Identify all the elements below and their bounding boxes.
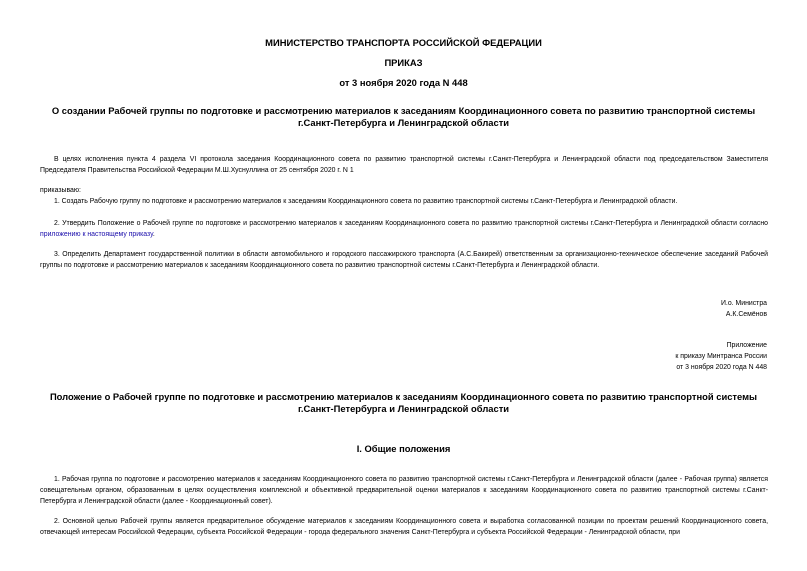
appendix-date: от 3 ноября 2020 года N 448 xyxy=(676,364,767,371)
appendix-label: Приложение xyxy=(726,342,767,349)
regulation-paragraph-2: 2. Основной целью Рабочей группы является предварительное обсуждение материалов к заседаниям Координационного совета и выработка согласованной позиции по проектам решений Координационного совета, отвечающей интересам Российской Федерации, субъекта Российской Федерации - города федерального значения Санкт-Петербурга и субъекта Российской Федерации - Ленинградской области, при xyxy=(40,518,768,536)
document-title: О создании Рабочей группы по подготовке и рассмотрению материалов к заседаниям Координационного совета по развитию транспортной системы г.Санкт-Петербурга и Ленинградской области xyxy=(51,105,756,128)
order-item-2-text: 2. Утвердить Положение о Рабочей группе по подготовке и рассмотрению материалов к заседаниям Координационного совета по развитию транспортной системы г.Санкт-Петербурга и Ленинградской области согласно xyxy=(54,220,768,227)
order-item-2-end: . xyxy=(152,231,155,238)
signature-block xyxy=(721,298,767,320)
ministry-heading: МИНИСТЕРСТВО ТРАНСПОРТА РОССИЙСКОЙ ФЕДЕРАЦИИ xyxy=(265,37,542,48)
order-item-1: 1. Создать Рабочую группу по подготовке и рассмотрению материалов к заседаниям Координационного совета по развитию транспортной системы г.Санкт-Петербурга и Ленинградской области. xyxy=(54,198,678,205)
regulation-paragraph-1: 1. Рабочая группа по подготовке и рассмотрению материалов к заседаниям Координационного совета по развитию транспортной системы г.Санкт-Петербурга и Ленинградской области (далее - Рабочая группа) является совещательным органом, образованным в целях осуществления комплексной и объективной предварительной оценки материалов к заседаниям Координационного совета по развитию транспортной системы г.Санкт-Петербурга и Ленинградской области (далее - Координационный совет). xyxy=(40,476,768,505)
section-1-title: I. Общие положения xyxy=(356,443,451,454)
appendix-link[interactable]: приложению к настоящему приказу xyxy=(40,231,153,238)
appendix-block xyxy=(675,340,767,373)
doc-date-heading: от 3 ноября 2020 года N 448 xyxy=(339,77,468,88)
doc-type-heading: ПРИКАЗ xyxy=(384,57,423,68)
signature-name: А.К.Семёнов xyxy=(725,311,767,318)
signature-position: И.о. Министра xyxy=(720,300,767,307)
order-item-2 xyxy=(40,218,768,240)
order-word: приказываю: xyxy=(40,187,81,194)
preamble-paragraph: В целях исполнения пункта 4 раздела VI протокола заседания Координационного совета по развитию транспортной системы г.Санкт-Петербурга и Ленинградской области под председательством Заместителя Председателя Правительства Российской Федерации М.Ш.Хуснуллина от 25 сентября 2020 г. N 1 xyxy=(40,156,768,174)
regulation-title: Положение о Рабочей группе по подготовке и рассмотрению материалов к заседаниям Координационного совета по развитию транспортной системы г.Санкт-Петербурга и Ленинградской области xyxy=(49,391,758,414)
appendix-ref: к приказу Минтранса России xyxy=(675,353,767,360)
order-item-3: 3. Определить Департамент государственной политики в области автомобильного и городского пассажирского транспорта (А.С.Бакирей) ответственным за организационно-техническое обеспечение заседаний Рабочей группы по подготовке и рассмотрению материалов к заседаниям Координационного совета по развитию транспортной системы г.Санкт-Петербурга и Ленинградской области. xyxy=(40,251,768,269)
